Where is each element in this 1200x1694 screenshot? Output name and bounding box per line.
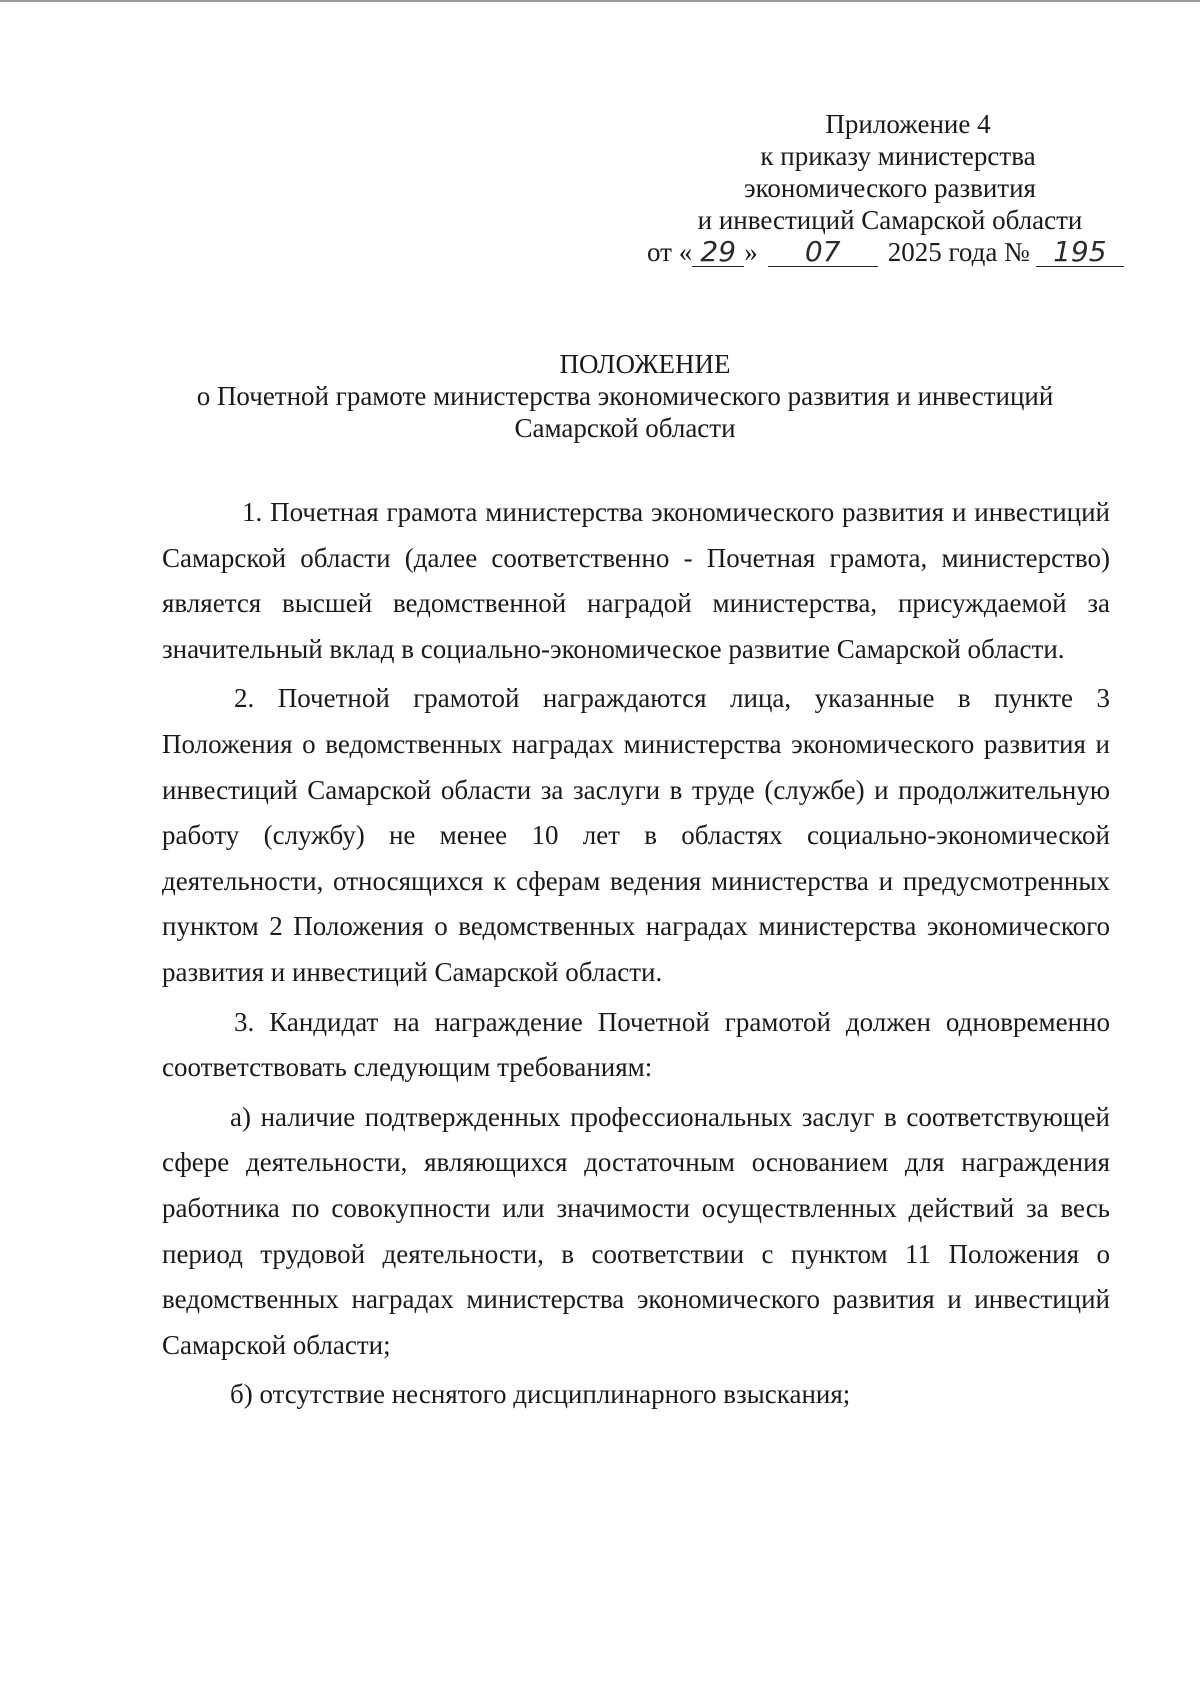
order-number-field [1036,235,1124,268]
handwritten-number: 195 [1053,235,1107,268]
order-date-line [647,235,1124,269]
date-prefix: от « [647,237,693,267]
document-title [150,348,1100,444]
appendix-line: и инвестиций Самарской области [697,205,1083,235]
date-quote-close: » [744,237,758,267]
title-heading: ПОЛОЖЕНИЕ [559,349,731,379]
scan-top-border [0,0,1200,2]
document-body [162,490,1110,1422]
paragraph-3b: б) отсутствие неснятого дисциплинарного взыскания; [230,1379,851,1410]
appendix-header [650,108,1110,236]
appendix-line: к приказу министерства [760,141,1036,171]
paragraph-3a: а) наличие подтвержденных профессиональных заслуг в соответствующей сфере деятельности, являющихся достаточным основанием для награждения работника по совокупности или значимости осуществленных действий за весь период трудовой деятельности, в соответствии с пунктом 11 Положения о ведомственных наградах министерства экономического развития и инвестиций Самарской области; [162,1101,1110,1360]
title-subtitle: о Почетной грамоте министерства экономического развития и инвестиций [196,381,1054,411]
handwritten-day: 29 [700,235,737,268]
year-text: 2025 года № [887,237,1030,267]
title-subtitle: Самарской области [514,413,736,443]
paragraph-3: 3. Кандидат на награждение Почетной грамотой должен одновременно соответствовать следующим требованиям: [162,1006,1110,1083]
paragraph-2: 2. Почетной грамотой награждаются лица, указанные в пункте 3 Положения о ведомственных наградах министерства экономического развития и инвестиций Самарской области за заслуги в труде (службе) и продолжительную работу (службу) не менее 10 лет в областях социально-экономической деятельности, относящихся к сферам ведения министерства и предусмотренных пунктом 2 Положения о ведомственных наградах министерства экономического развития и инвестиций Самарской области. [162,683,1110,987]
appendix-line: Приложение 4 [825,109,991,139]
appendix-line: экономического развития [744,173,1036,203]
month-field [768,235,878,268]
paragraph-1: 1. Почетная грамота министерства экономического развития и инвестиций Самарской области (далее соответственно - Почетная грамота, министерство) является высшей ведомственной наградой министерства, присуждаемой за значительный вклад в социально-экономическое развитие Самарской области. [162,497,1110,664]
day-field [692,235,744,268]
handwritten-month: 07 [804,235,841,268]
